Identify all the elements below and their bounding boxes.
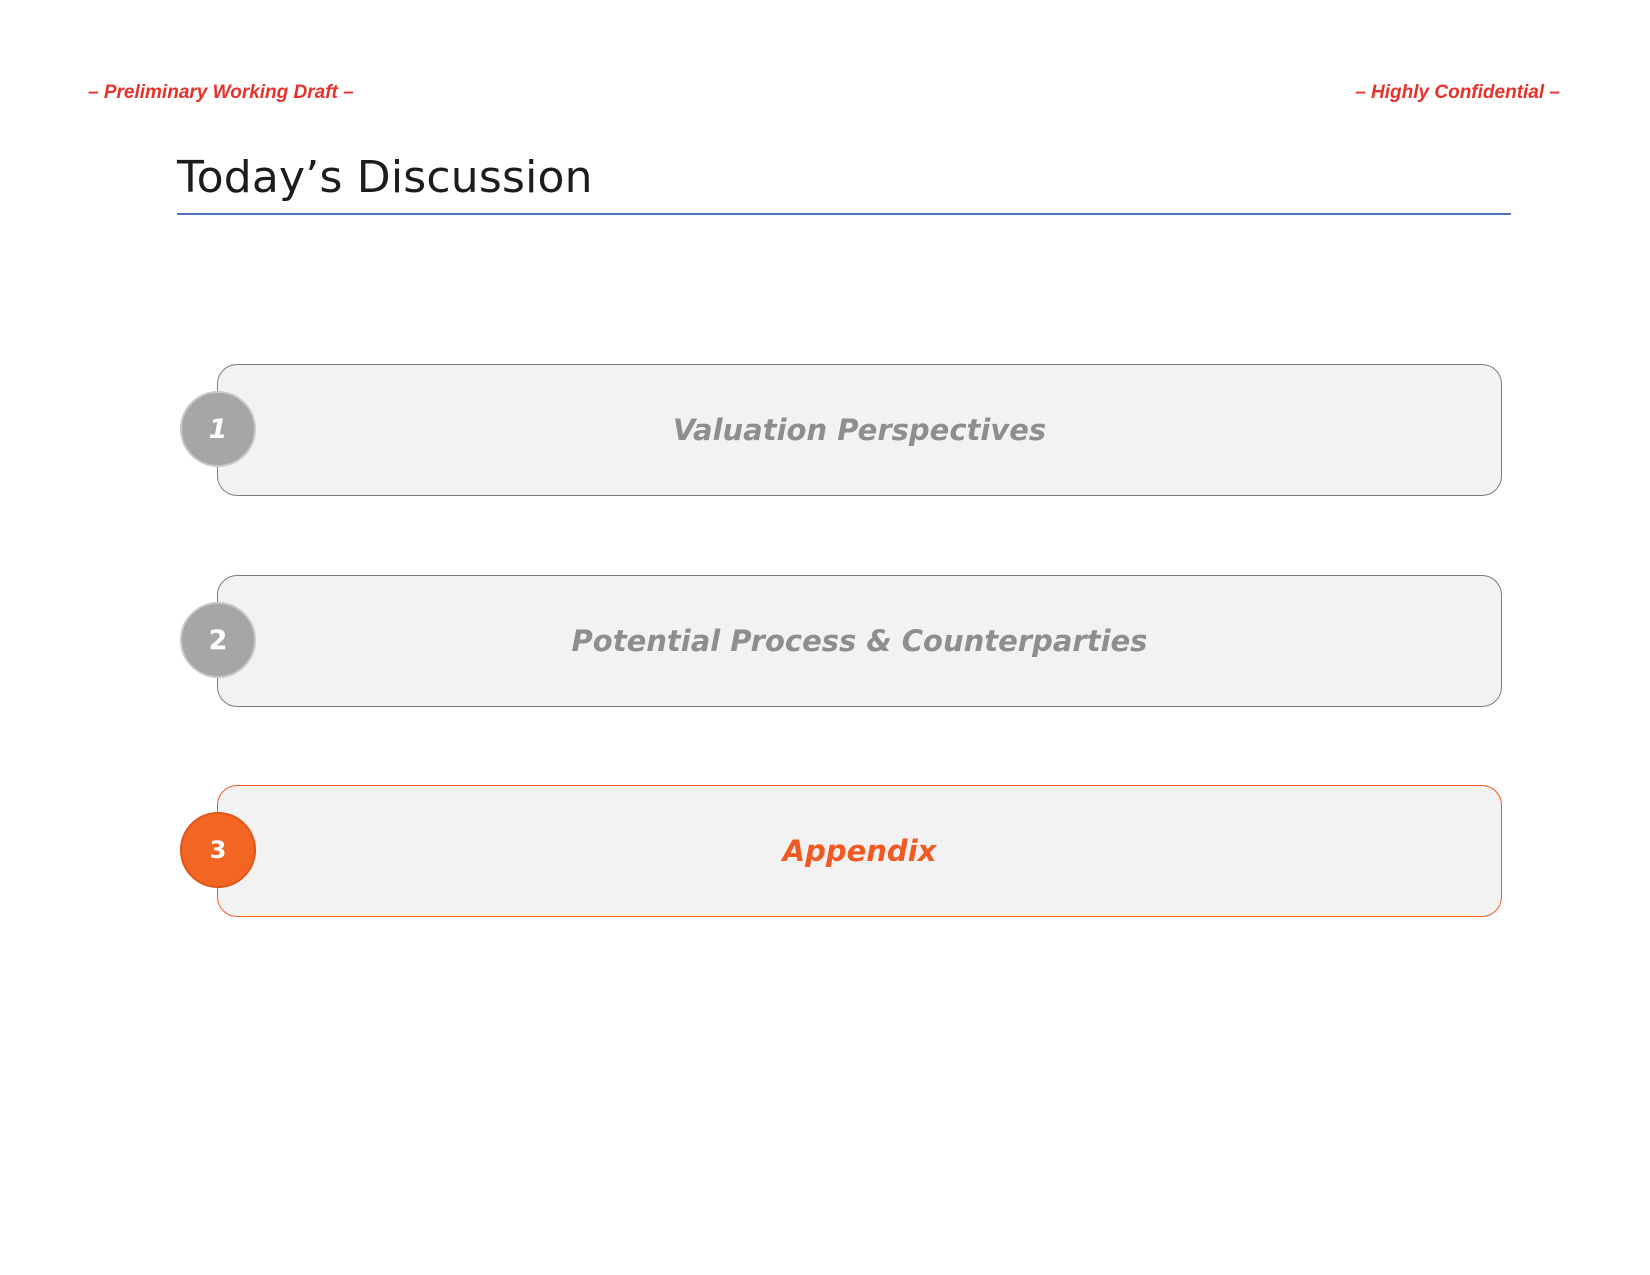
agenda-number-badge: 3 [180,812,256,888]
agenda-box[interactable] [217,364,1502,496]
agenda-item-label: Potential Process & Counterparties [571,624,1148,658]
agenda-number-badge: 2 [180,602,256,678]
agenda-number-badge: 1 [180,391,256,467]
agenda-box[interactable] [217,575,1502,707]
draft-banner: – Preliminary Working Draft – [88,82,354,103]
agenda-item-potential-process[interactable] [180,575,1502,709]
confidential-banner: – Highly Confidential – [1355,82,1560,103]
agenda-item-label: Appendix [782,834,937,868]
agenda-item-label: Valuation Perspectives [672,413,1047,447]
agenda-item-valuation-perspectives[interactable] [180,364,1502,498]
title-underline [177,213,1511,215]
page-title: Today’s Discussion [177,152,593,203]
agenda-item-appendix[interactable] [180,785,1502,919]
agenda-box[interactable] [217,785,1502,917]
